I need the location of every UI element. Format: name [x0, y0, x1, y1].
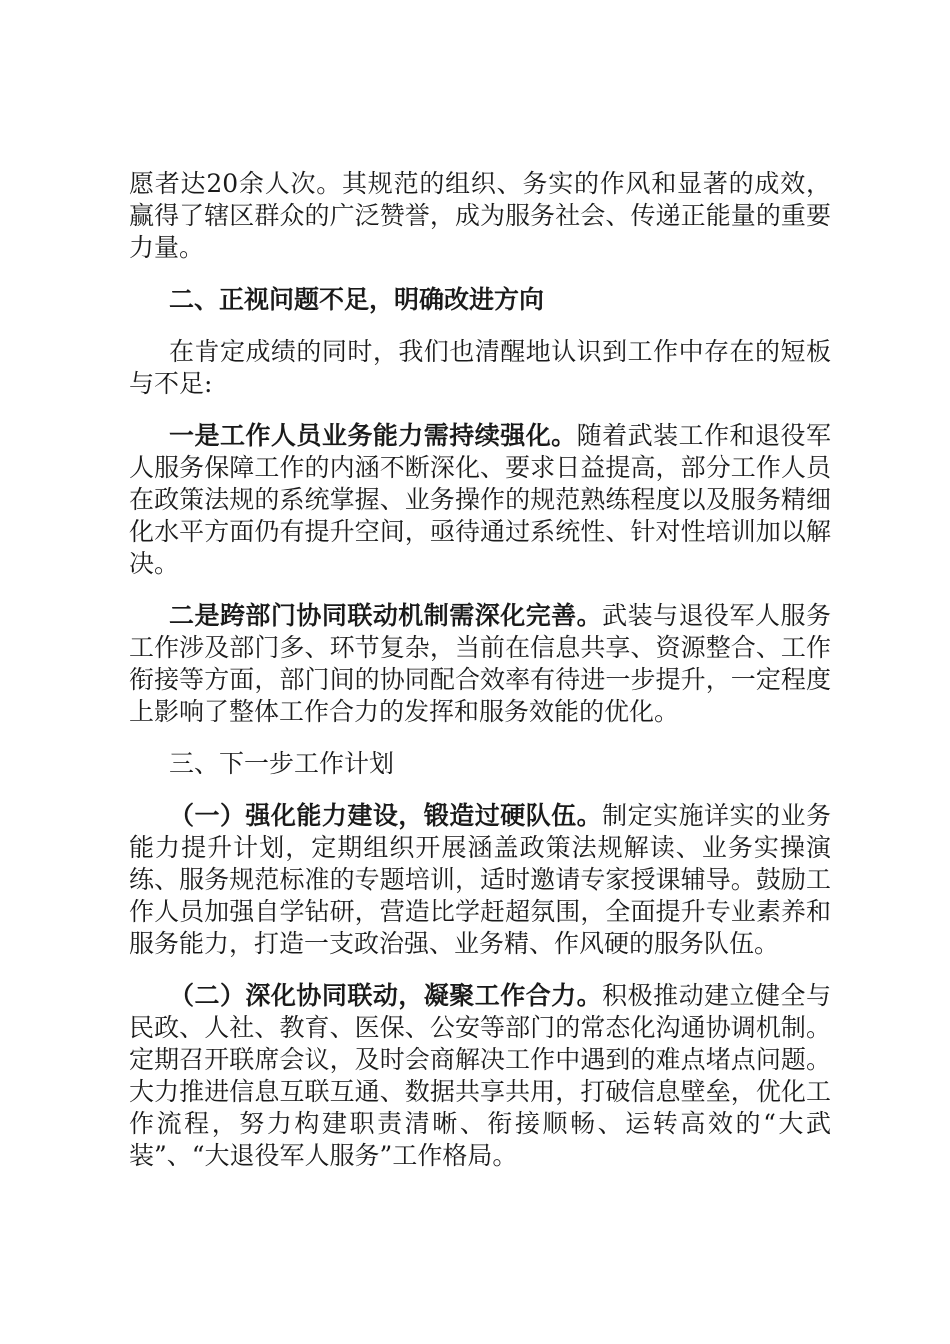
paragraph-plan-2	[129, 980, 831, 1172]
shortcoming-1-lead: 一是工作人员业务能力需持续强化。	[169, 421, 577, 450]
section-heading-3: 三、下一步工作计划	[169, 749, 395, 778]
plan-1-lead: （一）强化能力建设，锻造过硬队伍。	[169, 801, 603, 830]
shortcoming-2-lead: 二是跨部门协同联动机制需深化完善。	[169, 601, 603, 630]
paragraph-volunteers: 愿者达20余人次。其规范的组织、务实的作风和显著的成效，赢得了辖区群众的广泛赞誉，成为服务社会、传递正能量的重要力量。	[129, 169, 831, 262]
document-body	[129, 168, 831, 1172]
paragraph-shortcoming-2	[129, 600, 831, 728]
paragraph-intro-shortcomings: 在肯定成绩的同时，我们也清醒地认识到工作中存在的短板与不足:	[129, 337, 831, 398]
plan-2-body: 积极推动建立健全与民政、人社、教育、医保、公安等部门的常态化沟通协调机制。定期召开联席会议，及时会商解决工作中遇到的难点堵点问题。大力推进信息互联互通、数据共享共用，打破信息壁垒，优化工作流程，努力构建职责清晰、衔接顺畅、运转高效的“大武装”、“大退役军人服务”工作格局。	[129, 981, 831, 1170]
plan-1-body: 制定实施详实的业务能力提升计划，定期组织开展涵盖政策法规解读、业务实操演练、服务规范标准的专题培训，适时邀请专家授课辅导。鼓励工作人员加强自学钻研，营造比学赶超氛围，全面提升专业素养和服务能力，打造一支政治强、业务精、作风硬的服务队伍。	[129, 801, 831, 958]
section-heading-2: 二、正视问题不足，明确改进方向	[169, 285, 545, 314]
shortcoming-2-body: 武装与退役军人服务工作涉及部门多、环节复杂，当前在信息共享、资源整合、工作衔接等方面，部门间的协同配合效率有待进一步提升，一定程度上影响了整体工作合力的发挥和服务效能的优化。	[129, 601, 831, 726]
paragraph-shortcoming-1	[129, 420, 831, 580]
plan-2-lead: （二）深化协同联动，凝聚工作合力。	[169, 981, 603, 1010]
paragraph-plan-1	[129, 800, 831, 960]
shortcoming-1-body: 随着武装工作和退役军人服务保障工作的内涵不断深化、要求日益提高，部分工作人员在政策法规的系统掌握、业务操作的规范熟练程度以及服务精细化水平方面仍有提升空间，亟待通过系统性、针对性培训加以解决。	[129, 421, 831, 578]
